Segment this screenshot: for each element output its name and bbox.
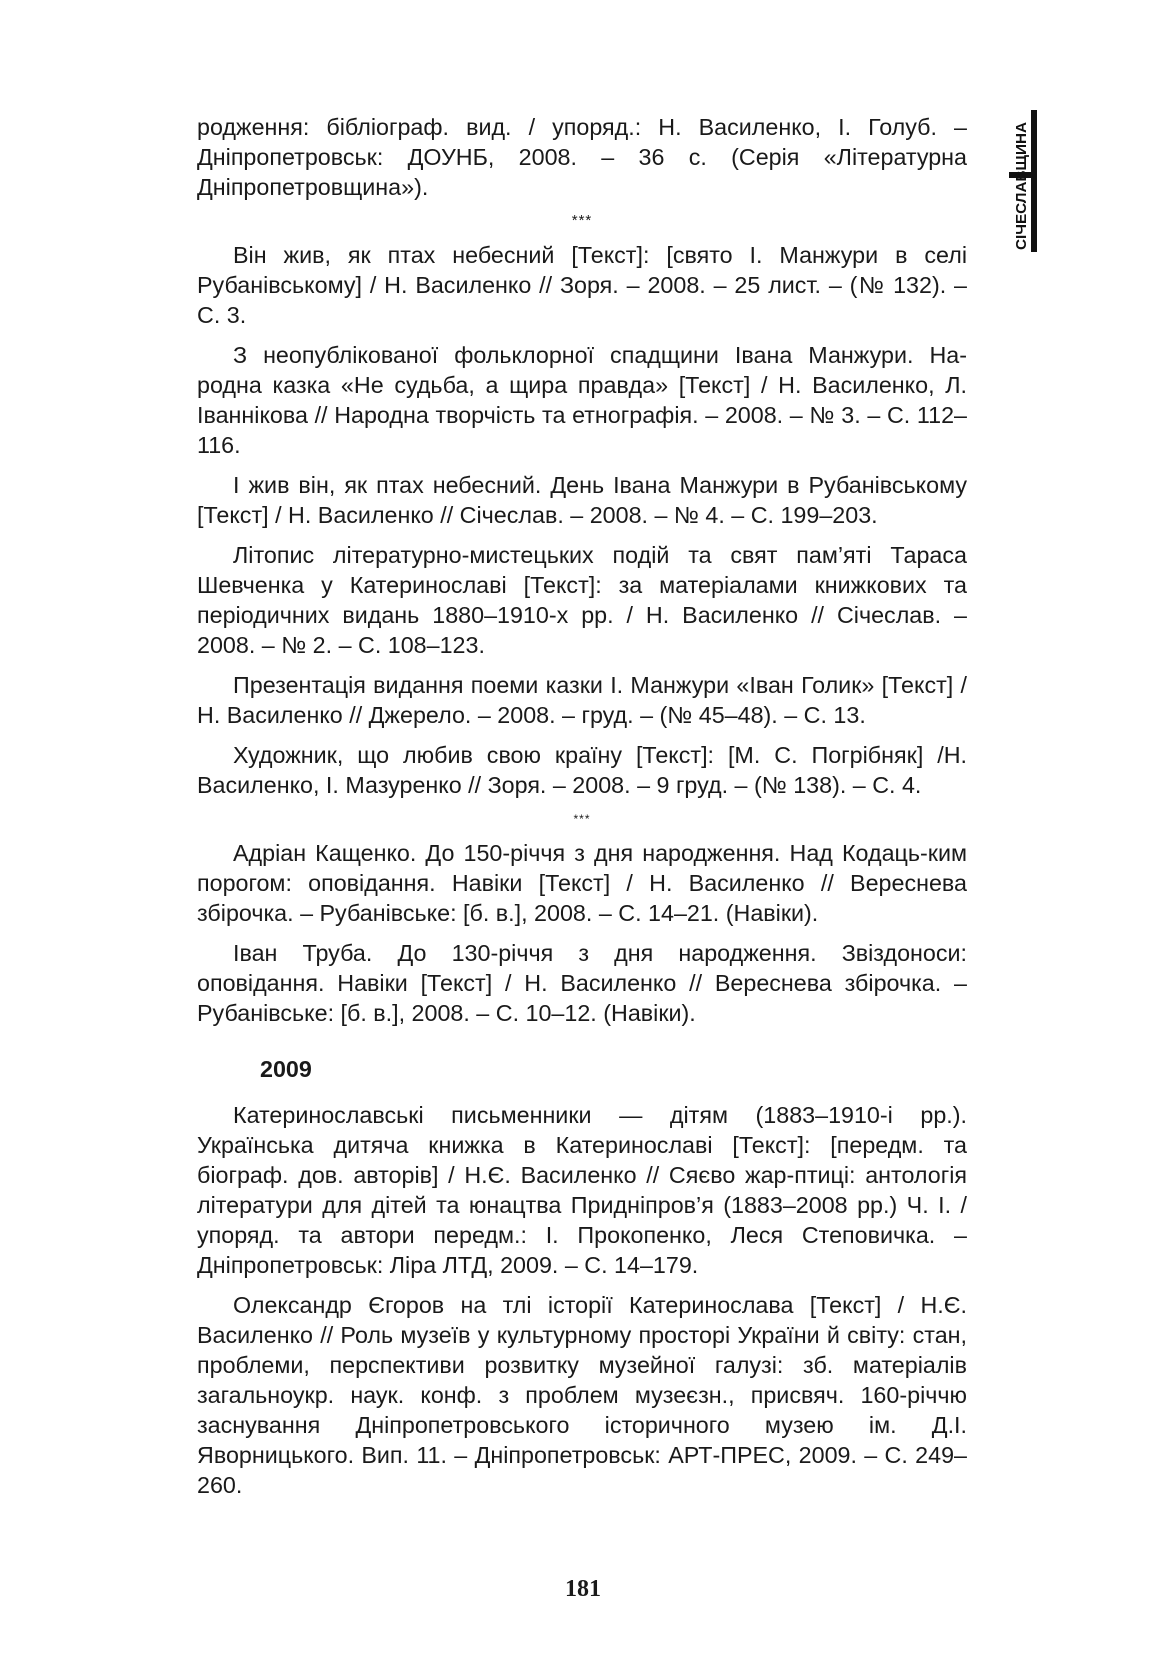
logo-text: СІЧЕСЛАВЩИНА: [1013, 124, 1030, 250]
section-logo: [1003, 110, 1043, 270]
bibliography-entry: Олександр Єгоров на тлі історії Катеринослава [Текст] / Н.Є. Василенко // Роль музеїв у культурному просторі України й світу: стан, проблеми, перспективи розвитку музейної галузі: зб. матеріалів загальноукр. наук. конф. з проблем музеєзн., присвяч. 160-річчю заснування Дніпропетровського історичного музею ім. Д.І. Яворницького. Вип. 11. – Дніпропетровськ: АРТ-ПРЕС, 2009. – С. 249–260.: [197, 1292, 967, 1498]
bibliography-entry: Художник, що любив свою країну [Текст]: [М. С. Погрібняк] /Н. Василенко, І. Мазуренко // Зоря. – 2008. – 9 груд. – (№ 138). – С. 4.: [197, 742, 967, 798]
bibliography-entry: Презентація видання поеми казки І. Манжури «Іван Голик» [Текст] / Н. Василенко // Джерело. – 2008. – груд. – (№ 45–48). – С. 13.: [197, 672, 967, 728]
bibliography-entry: Він жив, як птах небесний [Текст]: [свято І. Манжури в селі Рубанівському] / Н. Василенко // Зоря. – 2008. – 25 лист. – (№ 132). – С. 3.: [197, 242, 967, 328]
page-number: 181: [565, 1576, 601, 1602]
bibliography-entry: Літопис літературно-мистецьких подій та свят пам’яті Тараса Шевченка у Катеринославі [Текст]: за матеріалами книжкових та періодичних видань 1880–1910-х рр. / Н. Василенко // Січеслав. – 2008. – № 2. – С. 108–123.: [197, 542, 967, 658]
bibliography-entry: родження: бібліограф. вид. / упоряд.: Н. Василенко, І. Голуб. – Дніпропетровськ: ДОУНБ, 2008. – 36 с. (Серія «Літературна Дніпропетровщина»).: [197, 114, 967, 200]
separator-stars: ***: [571, 212, 593, 229]
bibliography-entry: Адріан Кащенко. До 150-річчя з дня народження. Над Кодаць-ким порогом: оповідання. Навіки [Текст] / Н. Василенко // Вереснева збірочка. – Рубанівське: [б. в.], 2008. – С. 14–21. (Навіки).: [197, 840, 967, 926]
year-heading: 2009: [260, 1056, 312, 1082]
page-body: [197, 112, 967, 1510]
bibliography-entry: Іван Труба. До 130-річчя з дня народження. Звіздоноси: оповідання. Навіки [Текст] / Н. Василенко // Вереснева збірочка. – Рубанівське: [б. в.], 2008. – С. 10–12. (Навіки).: [197, 940, 967, 1026]
sicheslavshchyna-logo-icon: [1003, 110, 1043, 270]
bibliography-entry: Катеринославські письменники — дітям (1883–1910-і рр.). Українська дитяча книжка в Катеринославі [Текст]: [передм. та біограф. дов. авторів] / Н.Є. Василенко // Сяєво жар-птиці: антологія літератури для дітей та юнацтва Придніпров’я (1883–2008 рр.) Ч. І. / упоряд. та автори передм.: І. Прокопенко, Леся Степовичка. – Дніпропетровськ: Ліра ЛТД, 2009. – С. 14–179.: [197, 1102, 967, 1278]
bibliography-entry: З неопублікованої фольклорної спадщини Івана Манжури. На-родна казка «Не судьба, а щира правда» [Текст] / Н. Василенко, Л. Іваннікова // Народна творчість та етнографія. – 2008. – № 3. – С. 112–116.: [197, 342, 967, 458]
separator-stars: ***: [573, 812, 591, 826]
bibliography-entry: І жив він, як птах небесний. День Івана Манжури в Рубанівському [Текст] / Н. Василенко // Січеслав. – 2008. – № 4. – С. 199–203.: [197, 472, 967, 528]
